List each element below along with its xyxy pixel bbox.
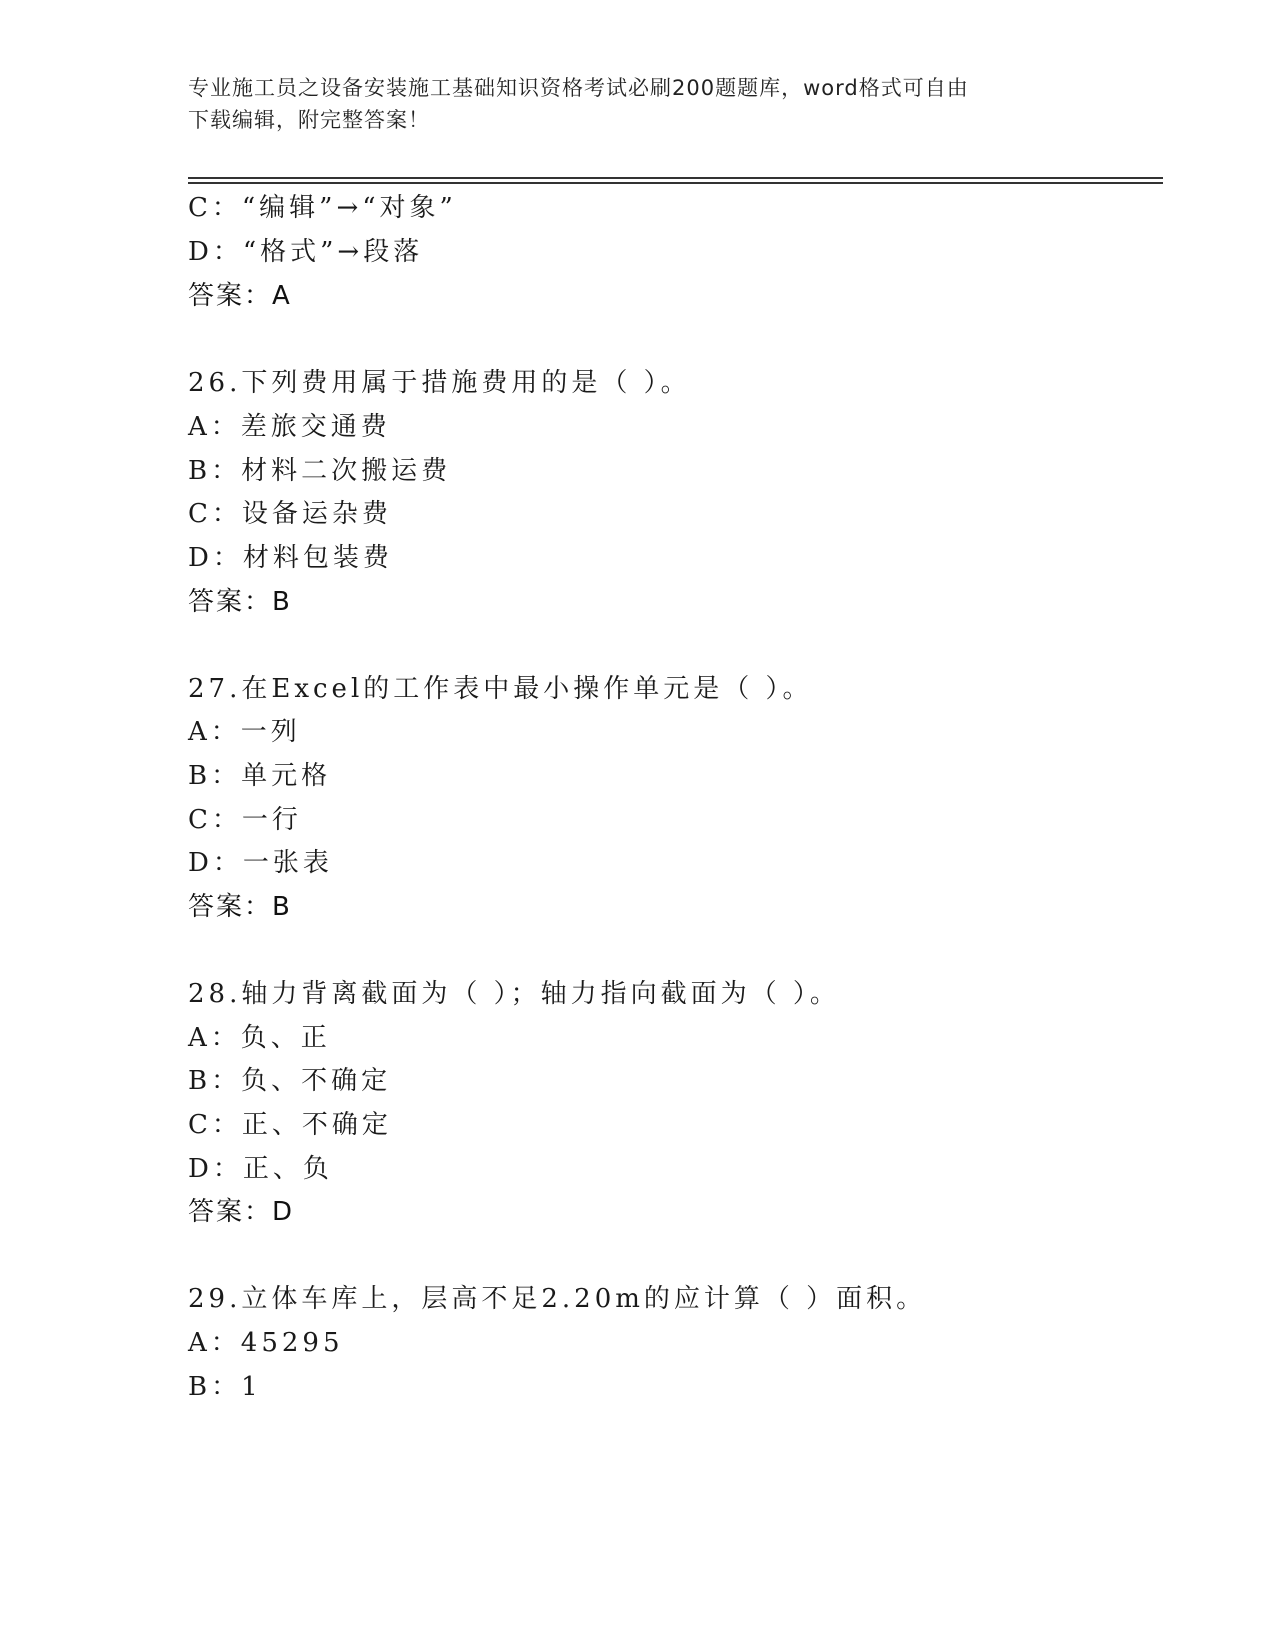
question-option: D：一张表 — [188, 848, 333, 878]
question-option: D：材料包装费 — [188, 543, 393, 573]
question-option: A：45295 — [188, 1328, 344, 1358]
header-divider-bottom — [188, 182, 1163, 184]
question-answer: 答案：B — [188, 892, 292, 922]
question-stem: 29.立体车库上，层高不足2.20m的应计算（ ）面积。 — [188, 1284, 927, 1314]
question-option: A：负、正 — [188, 1023, 331, 1053]
header-line-1: 专业施工员之设备安装施工基础知识资格考试必刷200题题库，word格式可自由 — [188, 76, 969, 100]
question-stem: 28.轴力背离截面为（ ）；轴力指向截面为（ ）。 — [188, 979, 840, 1009]
prev-option-d: D：“格式”→段落 — [188, 237, 424, 267]
header-divider-top — [188, 177, 1163, 179]
question-option: C：一行 — [188, 805, 302, 835]
question-option: B：负、不确定 — [188, 1066, 392, 1096]
question-option: C：设备运杂费 — [188, 499, 392, 529]
question-option: B：材料二次搬运费 — [188, 456, 452, 486]
question-option: A：一列 — [188, 717, 301, 747]
question-option: B：1 — [188, 1372, 262, 1402]
question-stem: 26.下列费用属于措施费用的是（ ）。 — [188, 368, 691, 398]
question-stem: 27.在Excel的工作表中最小操作单元是（ ）。 — [188, 674, 813, 704]
question-option: D：正、负 — [188, 1154, 333, 1184]
question-answer: 答案：B — [188, 587, 292, 617]
header-line-2: 下载编辑，附完整答案！ — [188, 108, 430, 132]
prev-answer: 答案：A — [188, 281, 292, 311]
question-answer: 答案：D — [188, 1197, 295, 1227]
question-option: B：单元格 — [188, 761, 332, 791]
document-header — [188, 72, 1068, 136]
prev-option-c: C：“编辑”→“对象” — [188, 193, 457, 223]
question-option: C：正、不确定 — [188, 1110, 392, 1140]
question-option: A：差旅交通费 — [188, 412, 391, 442]
